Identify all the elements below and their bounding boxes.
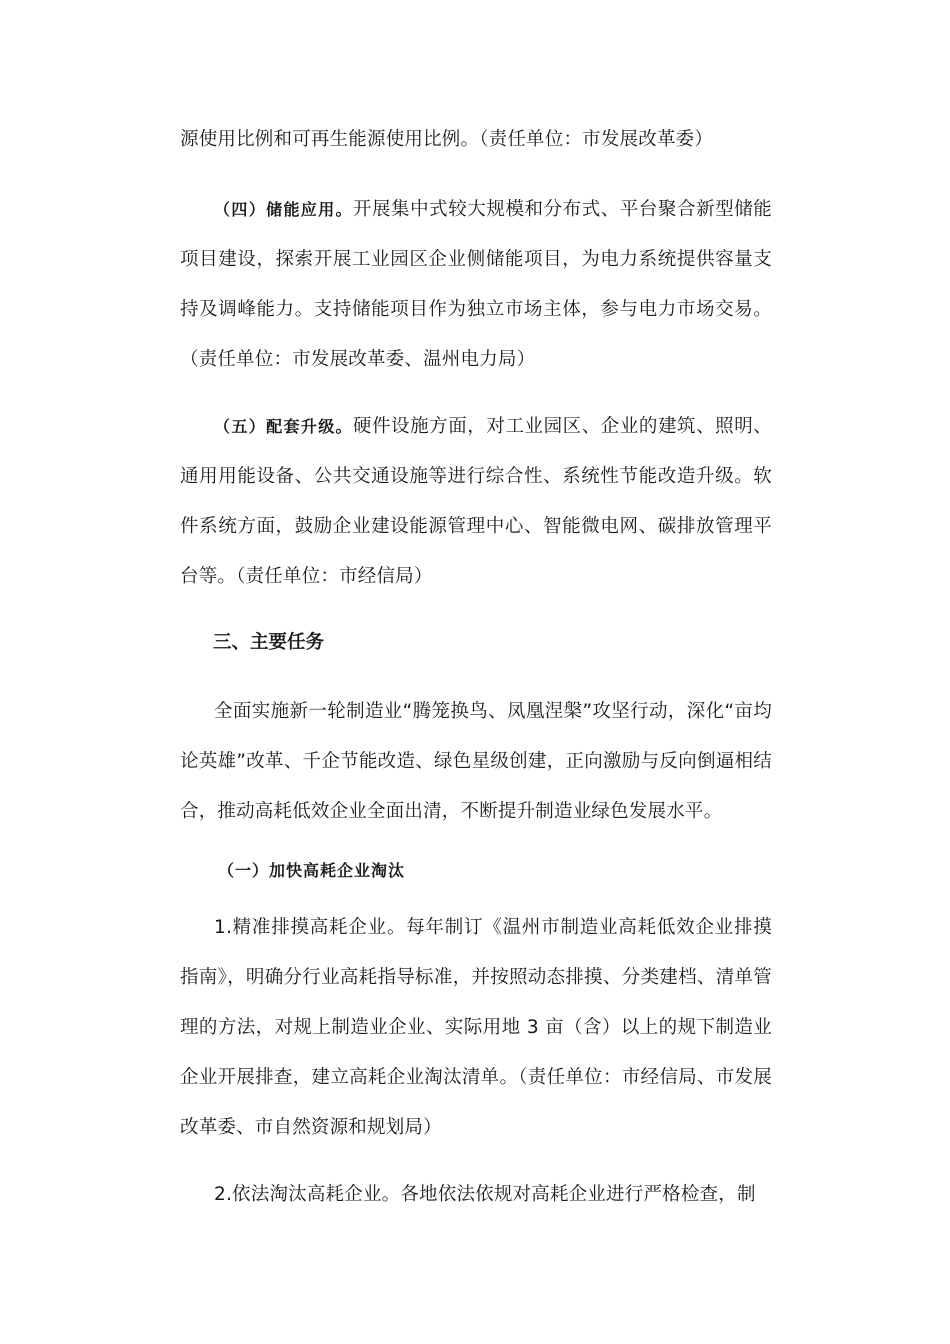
paragraph-lead-supporting-upgrade: （五）配套升级。 bbox=[214, 417, 353, 436]
paragraph-body-energy-storage: 开展集中式较大规模和分布式、平台聚合新型储能项目建设，探索开展工业园区企业侧储能项目，为电力系统提供容量支持及调峰能力。支持储能项目作为独立市场主体，参与电力市场交易。（责任单位：市发展改革委、温州电力局） bbox=[180, 199, 772, 370]
sub-heading-eliminate-high-consumption: （一）加快高耗企业淘汰 bbox=[218, 861, 406, 880]
paragraph-responsibility-continuation: 源使用比例和可再生能源使用比例。（责任单位：市发展改革委） bbox=[180, 129, 714, 150]
paragraph-energy-storage bbox=[180, 185, 772, 385]
paragraph-eliminate-by-law: 2.依法淘汰高耗企业。各地依法依规对高耗企业进行严格检查，制 bbox=[214, 1184, 756, 1205]
paragraph-main-tasks-overview: 全面实施新一轮制造业“腾笼换鸟、凤凰涅槃”攻坚行动，深化“亩均论英雄”改革、千企节能改造、绿色星级创建，正向激励与反向倒逼相结合，推动高耗低效企业全面出清，不断提升制造业绿色发展水平。 bbox=[180, 701, 772, 822]
paragraph-lead-energy-storage: （四）储能应用。 bbox=[214, 200, 353, 219]
paragraph-survey-high-consumption: 1.精准排摸高耗企业。每年制订《温州市制造业高耗低效企业排摸指南》，明确分行业高耗指导标准，并按照动态排摸、分类建档、清单管理的方法，对规上制造业企业、实际用地 3 亩（含）以上的规下制造业企业开展排查，建立高耗企业淘汰清单。（责任单位：市经信局、市发展改革委、市自然资源和规划局） bbox=[180, 917, 772, 1138]
paragraph-body-supporting-upgrade: 硬件设施方面，对工业园区、企业的建筑、照明、通用用能设备、公共交通设施等进行综合性、系统性节能改造升级。软件系统方面，鼓励企业建设能源管理中心、智能微电网、碳排放管理平台等。（责任单位：市经信局） bbox=[180, 416, 772, 587]
paragraph-supporting-upgrade bbox=[180, 402, 772, 602]
section-heading-main-tasks: 三、主要任务 bbox=[213, 632, 325, 653]
